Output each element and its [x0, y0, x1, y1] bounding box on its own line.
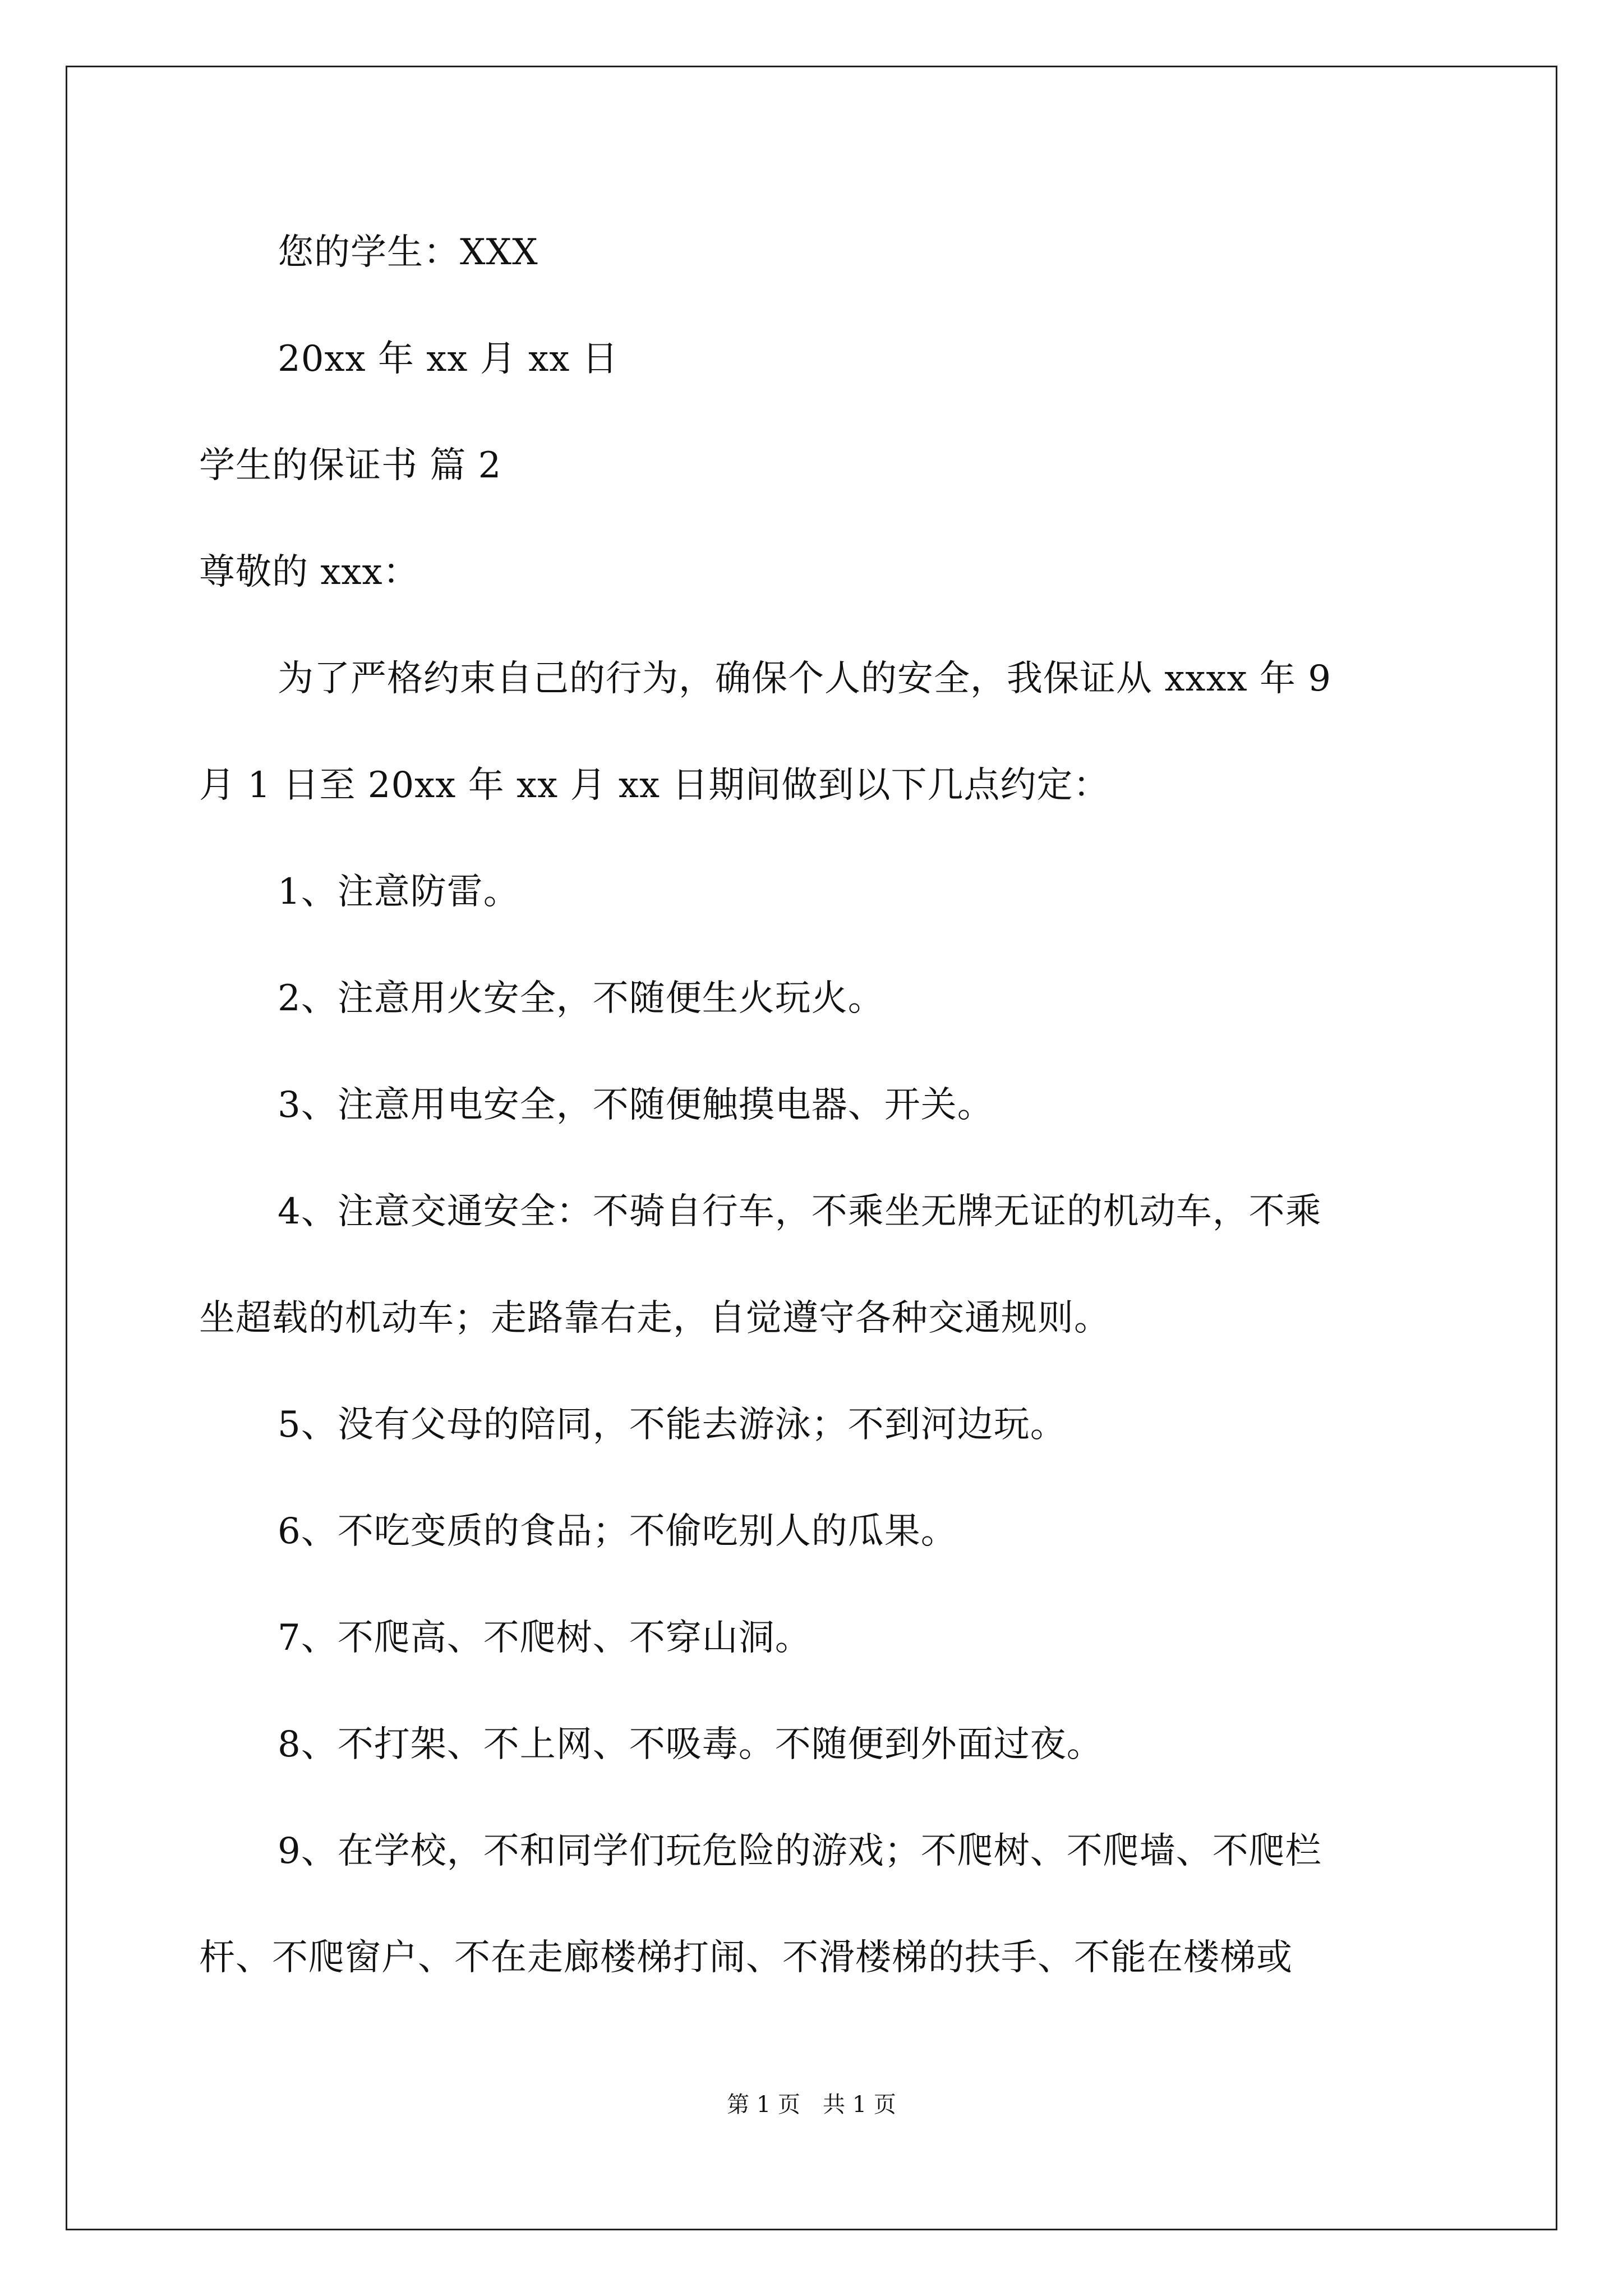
- list-item: 4、注意交通安全：不骑自行车，不乘坐无牌无证的机动车，不乘: [278, 1191, 1322, 1232]
- list-item-continuation: 坐超载的机动车；走路靠右走，自觉遵守各种交通规则。: [199, 1297, 1110, 1339]
- page-border: [66, 66, 1557, 2230]
- list-item: 3、注意用电安全，不随便触摸电器、开关。: [278, 1084, 994, 1126]
- signature-line: 您的学生：XXX: [278, 232, 538, 273]
- list-item-continuation: 杆、不爬窗户、不在走廊楼梯打闹、不滑楼梯的扶手、不能在楼梯或: [199, 1937, 1293, 1978]
- list-item: 5、没有父母的陪同，不能去游泳；不到河边玩。: [278, 1404, 1067, 1446]
- date-line: 20xx 年 xx 月 xx 日: [278, 338, 619, 380]
- list-item: 1、注意防雷。: [278, 871, 520, 913]
- paragraph-line: 月 1 日至 20xx 年 xx 月 xx 日期间做到以下几点约定：: [199, 765, 1110, 806]
- section-heading: 学生的保证书 篇 2: [199, 445, 502, 486]
- list-item: 2、注意用火安全，不随便生火玩火。: [278, 978, 884, 1019]
- paragraph-line: 为了严格约束自己的行为，确保个人的安全，我保证从 xxxx 年 9: [278, 658, 1332, 700]
- list-item: 7、不爬高、不爬树、不穿山洞。: [278, 1617, 811, 1659]
- page-footer: 第 1 页 共 1 页: [727, 2092, 896, 2118]
- list-item: 6、不吃变质的食品；不偷吃别人的瓜果。: [278, 1511, 957, 1552]
- salutation: 尊敬的 xxx：: [199, 551, 419, 593]
- list-item: 9、在学校，不和同学们玩危险的游戏；不爬树、不爬墙、不爬栏: [278, 1830, 1322, 1872]
- list-item: 8、不打架、不上网、不吸毒。不随便到外面过夜。: [278, 1724, 1103, 1765]
